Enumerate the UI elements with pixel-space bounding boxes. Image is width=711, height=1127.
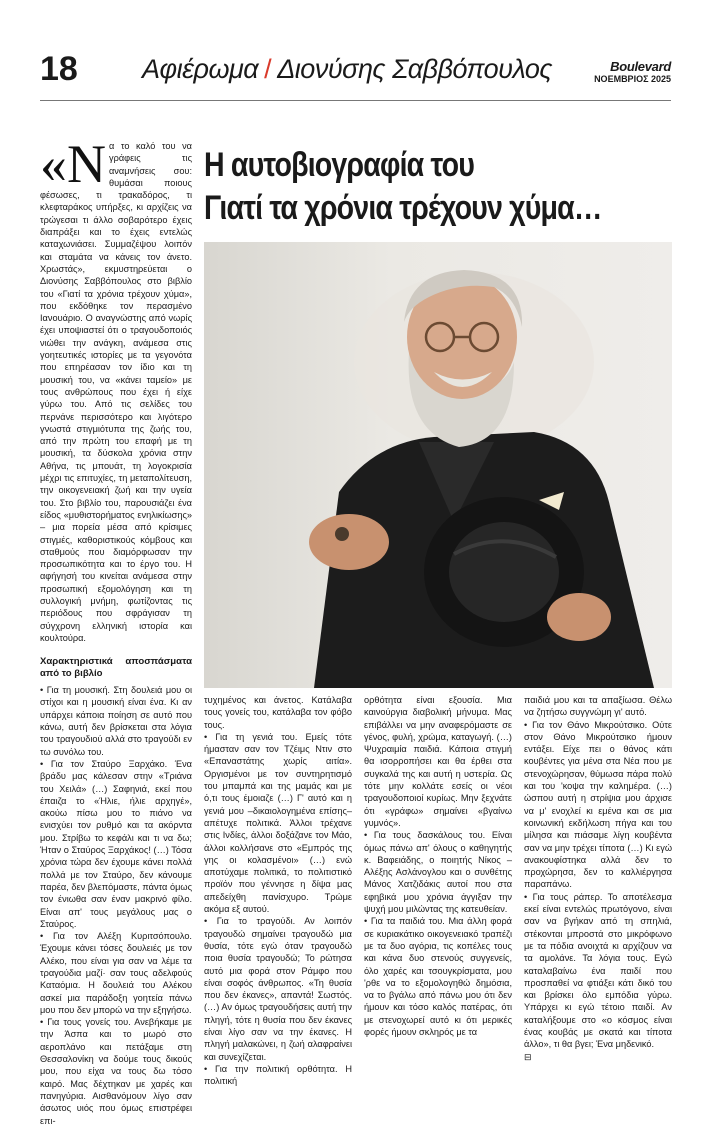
excerpt-paragraph: • Για τους δασκάλους του. Είναι όμως πάνω απ' όλους ο καθηγητής κ. Βαφειάδης, ο ποιητής Νίκος – Αλέξης Ασλάνογλου και ο συνθέτης Μάνος Χατζιδάκις αυτοί που στα εφηβικά μου χρόνια άγγιξαν την ψυχή μου μιλώντας της κατευθείαν. — [364, 830, 512, 915]
page-number: 18 — [40, 50, 78, 88]
excerpt-paragraph: • Για τη μουσική. Στη δουλειά μου οι στίχοι και η μουσική είναι ένα. Κι αν υπάρχει κάποια ποίηση σε αυτό που κάνω, αυτή δεν βρίσκεται στα λόγια του τραγουδιού αλλά στο τραγούδι εν τω συνόλω του. — [40, 685, 192, 757]
excerpt-paragraph: • Για τους γονείς του. Ανεβήκαμε με την Άσπα και το μωρό στο αεροπλάνο και πετάξαμε στη Θεσσαλονίκη να δούμε τους δικούς μου, που είχα να τους δω τόσο καιρό. Μας δέχτηκαν με χαρές και πανηγύρια. Αισθανόμουν λίγο σαν άσωτος υιός που όμως επιστρέφει επι- — [40, 1017, 192, 1126]
brand-name: Boulevard — [610, 59, 671, 74]
excerpts-column-2 — [204, 694, 352, 1088]
excerpt-paragraph: • Για τη γενιά του. Εμείς τότε ήμασταν σαν τον Τζέιμς Ντιν στο «Επαναστάτης χωρίς αιτία». Οργισμένοι με τον συντηρητισμό του μπαμπά και της μαμάς και με ό,τι τους έμοιαζε (…) Γ' αυτό και η γενιά μου –δικαιολογημένα επίσης– απέτυχε πολιτικά. Άλλοι τρέχανε στις Ινδίες, άλλοι δοξάζανε τον Μάο, άλλοι κολλήσανε στο «Εμπρός της γης οι κολασμένοι» (…) ενώ αποτύχαμε πολιτικά, το πολιτιστικό προϊόν που γέννησε η δίψα μας απεδείχθη πανίσχυρο. Τρώμε ακόμα εξ αυτού. — [204, 731, 352, 915]
excerpt-paragraph: • Για τον Θάνο Μικρούτσικο. Ούτε στον Θάνο Μικρούτσικο ήμουν εντάξει. Είχε πει ο θάνος κάτι κουβέντες για μένα στα Νέα που με στενοχώρησαν, θύμωσα πάρα πολύ και του 'κοψα την καλημέρα. (…) ώσπου αυτή η στρίψια μου άρχισε να μ' ενοχλεί κι εμένα και σε μια κοινωνική εκδήλωση πήγα και του μίλησα και πιάσαμε λίγη κουβέντα σαν να μην τρέχει τίποτα (…) Κι εγώ ανακουφίστηκα αλλά δεν το προχώρησα, δεν το καλλιέργησα παραπάνω. — [524, 719, 672, 890]
section-label: Αφιέρωμα — [142, 54, 259, 84]
excerpt-paragraph: ορθότητα είναι εξουσία. Μια καινούργια διαβολική μήνυμα. Μας επιβάλλει να μην αναφερόμαστε σε γένος, φυλή, χρώμα, καταγωγή. (…) Ψυχραιμία παιδιά. Κάποια στιγμή θα ισορροπήσει και θα έρθει στα συγκαλά της και αυτή η υστερία. Ως τότε μην κολλάτε εσείς οι νέοι τραγουδοποιοί κυρίως. Μην ξεχνάτε ότι «γράφω» σημαίνει «βγαίνω γυμνός». — [364, 695, 512, 828]
excerpt-paragraph: τυχημένος και άνετος. Κατάλαβα τους γονείς του, κατάλαβα τον φόβο τους. — [204, 695, 352, 730]
excerpt-paragraph: παιδιά μου και τα απαξίωσα. Θέλω να ζητήσω συγγνώμη γι' αυτό. — [524, 695, 672, 718]
excerpts-column-4 — [524, 694, 672, 1063]
section-title — [142, 56, 552, 83]
section-separator: / — [264, 54, 272, 84]
excerpts-column-1 — [40, 684, 192, 1127]
excerpt-paragraph: • Για το τραγούδι. Αν λοιπόν τραγουδώ σημαίνει τραγουδώ μια θυσία, τότε εγώ όταν τραγουδώ ποια θυσία τραγουδώ; Το ρώτησα αυτό μια φορά στον Ράμφο που είναι σοφός άνθρωπος. «Τη θυσία που δεν έκανες», απαντά! Σωστός. (…) Αν όμως τραγουδήσεις αυτή την πληγή, τότε η θυσία που δεν έκανες είναι λίγο σαν να την έκανες. Η πληγή μαλακώνει, η ζωή αλαφραίνει και συνεχίζεται. — [204, 916, 352, 1062]
subject-name: Διονύσης Σαββόπουλος — [277, 54, 553, 84]
article-headline — [204, 144, 602, 230]
excerpts-column-3 — [364, 694, 512, 1038]
excerpt-paragraph: • Για τους ράπερ. Το αποτέλεσμα εκεί είναι εντελώς πρωτόγονο, είναι σαν να βγήκαν από τη σπηλιά, στέκονται μπροστά στο μικρόφωνο με τα πόδια ανοιχτά κι αρχίζουν να τα αμολάνε. Τα λόγια τους. Εγώ καταλαβαίνω ένα παιδί που προσπαθεί να φτιάξει κάτι δικό του και βρίσκει όλο εμπόδια γύρω. Υπάρχει κι εγώ τέτοιο παιδί. Αν καταλήξουμε στο «ο κόσμος είναι ένας κουβάς με σκατά και τίποτα άλλο», τι θα βγει; Ένα μηδενικό. — [524, 891, 672, 1050]
excerpt-paragraph: • Για τον Σταύρο Ξαρχάκο. Ένα βράδυ μας κάλεσαν στην «Τριάνα του Χειλά» (…) Σαφηνιά, εκεί που έπαιζα το «Ήλιε, ήλιε αρχηγέ», ακούω πίσω μου το πιάνο να ενισχύει τον ρυθμό και τα ακόρντα μου. Στρίβω το κεφάλι και τι να δω; Ήταν ο Σταύρος Ξαρχάκος! (…) Τόσα χρόνια τώρα δεν έχουμε κάνει πολλά πολλά με τον Σταύρο, δεν κάνουμε παρέα, δεν βλεπόμαστε, πάντα όμως τον ένιωθα σαν έναν μακρινό φίλο. Είναι απ' τους μεγάλους μας ο Σταύρος. — [40, 758, 192, 929]
lead-paragraph — [40, 134, 192, 644]
drop-cap: «Ν — [40, 134, 106, 194]
portrait-illustration — [204, 242, 672, 688]
excerpt-paragraph: • Για την πολιτική ορθότητα. Η πολιτική — [204, 1063, 352, 1087]
end-mark-icon: ⊟ — [524, 1051, 532, 1062]
excerpt-paragraph: • Για τα παιδιά του. Μια άλλη φορά σε κυριακάτικο οικογενειακό τραπέζι με τα δυο αγόρια, τις κοπέλες τους και κάνα δυο στενούς συγγενείς, όλο χαρές και τσουγκρίσματα, μου 'ρθε να το εξομολογηθώ δημόσια, να το βγάλω από πάνω μου ότι δεν ήμουν και τόσο καλός πατέρας, ότι με στενοχωρεί αυτό κι ότι μερικές φορές ήμουν σκληρός με τα — [364, 916, 512, 1038]
headline-line-1: Η αυτοβιογραφία του — [204, 146, 474, 184]
lead-column — [40, 134, 192, 1127]
lead-text: α το καλό του να γράφεις τις αναμνήσεις σου: θυμάσαι ποιους φέσωσες, τι τρακαδόρος, τι κλεφταράκος υπήρξες, κι αρχίζεις να τρώγεσαι τι άλλο σοβαρότερο έχεις διαπράξει και το έχεις εντελώς καταχωνιάσει. Συμμαζέψου λοιπόν και σταμάτα να κάνεις τον άνετο. Χρωστάς», εκμυστηρεύεται ο Διονύσης Σαββόπουλος στο βιβλίο του «Γιατί τα χρόνια τρέχουν χύμα», που εκδόθηκε τον περασμένο Ιανουάριο. Ο αναγνώστης από νωρίς έχει υποψιαστεί ότι ο τραγουδοποιός νιώθει την ανάγκη, ανάμεσα στις γοητευτικές ιστορίες με τα γεγονότα που επηρέασαν τον ίδιο και τη μουσική του, να «κάνει ταμείο» με τους ανθρώπους που έχει ή είχε γύρω του. Από τις σελίδες του περνάνε περισσότερο και λιγότερο γνωστά στιγμιότυπα της ζωής του, από την πρώτη του επαφή με τη μουσική, τα δύσκολα χρόνια στην Αθήνα, τις μπουάτ, τη λογοκρισία μέχρι τις επιτυχίες, τη μεταπολίτευση, την οικογενειακή ζωή και την υγεία του. Στο βιβλίο του, παρουσιάζει ένα είδος «μυθιστορήματος ενηλικίωσης» – μια πορεία μέσα από κρίσιμες στιγμές, καθοριστικούς κόμβους και σταθμούς που διαμόρφωσαν την προσωπικότητα και το έργο του. Η αφήγησή του κινείται ανάμεσα στην προσωπική εξομολόγηση και τη συλλογική μνήμη, φωτίζοντας τις περιόδους που σφράγισαν τη σύγχρονη ελληνική ιστορία και κουλτούρα. — [40, 141, 192, 643]
headline-line-2: Γιατί τα χρόνια τρέχουν χύμα… — [204, 189, 602, 227]
issue-date: ΝΟΕΜΒΡΙΟΣ 2025 — [594, 74, 671, 84]
excerpt-paragraph: • Για τον Αλέξη Κυριτσόπουλο. Έχουμε κάνει τόσες δουλειές με τον Αλέκο, που είναι για σαν να λέμε τα τραγούδια μαζί· σαν τους αδελφούς Καταόμια. Η δουλειά του Αλέκου ασκεί μια παράδοξη γοητεία πάνω μου που δεν μπορώ να την εξηγήσω. — [40, 931, 192, 1015]
header-divider — [40, 100, 671, 101]
portrait-photo — [204, 242, 672, 688]
excerpts-heading: Χαρακτηριστικά αποσπάσματα από το βιβλίο — [40, 656, 192, 680]
magazine-brand — [594, 60, 671, 84]
